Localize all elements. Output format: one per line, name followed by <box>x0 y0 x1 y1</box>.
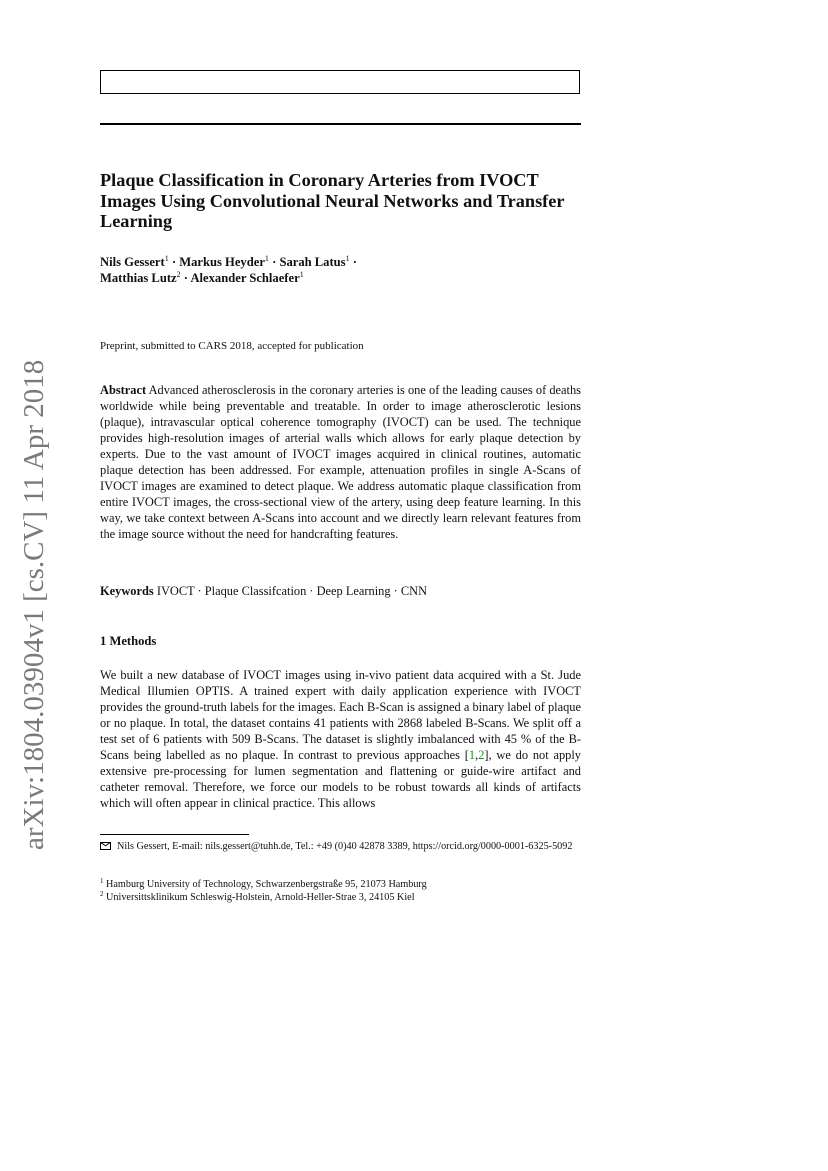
affiliation-footnote <box>100 891 581 904</box>
author-separator: · <box>171 255 177 269</box>
affiliation-footnote <box>100 878 581 891</box>
author-name: Nils Gessert <box>100 255 165 269</box>
citation-separator: , <box>475 748 479 762</box>
citation-link-2[interactable]: 2 <box>478 748 485 762</box>
paper-title: Plaque Classification in Coronary Arteries from IVOCT Images Using Convolutional Neural Networks and Transfer Learning <box>100 170 565 231</box>
author-separator: · <box>272 255 277 269</box>
contact-footnote <box>100 840 581 853</box>
author-separator: · <box>352 255 357 269</box>
footnote-rule <box>100 834 249 835</box>
affiliation-text: Hamburg University of Technology, Schwarzenbergstraße 95, 21073 Hamburg <box>106 879 427 890</box>
keywords-label: Keywords <box>100 584 154 598</box>
author-separator: · <box>183 270 188 285</box>
author-name: Matthias Lutz <box>100 270 177 285</box>
methods-text-part-2: ], we do not apply extensive pre-processing for lumen segmentation and flattening or guide-wire artifact and catheter removal. Therefore, we force our models to be robust towards all kinds of artifacts which will often appear in clinical practice. This allows <box>100 748 581 810</box>
affiliation-text: Universittsklinikum Schleswig-Holstein, Arnold-Heller-Strae 3, 24105 Kiel <box>106 892 415 903</box>
envelope-icon <box>100 842 111 850</box>
author-affiliation-mark: 1 <box>164 254 169 263</box>
journal-header-box <box>100 70 580 94</box>
arxiv-identifier-stamp: arXiv:1804.03904v1 [cs.CV] 11 Apr 2018 <box>18 359 50 850</box>
affiliation-number: 1 <box>100 877 104 885</box>
author-list <box>100 255 400 287</box>
keywords-text: IVOCT · Plaque Classifcation · Deep Learning · CNN <box>156 584 428 598</box>
header-rule <box>100 123 581 125</box>
abstract-label: Abstract <box>100 383 147 397</box>
contact-text: Nils Gessert, E-mail: nils.gessert@tuhh.de, Tel.: +49 (0)40 42878 3389, https://orcid.org/0000-0001-6325-5092 <box>117 841 573 852</box>
author-name: Sarah Latus <box>279 255 346 269</box>
keywords <box>100 583 581 599</box>
affiliation-footnotes <box>100 878 581 904</box>
abstract-text: Advanced atherosclerosis in the coronary arteries is one of the leading causes of deaths worldwide while being preventable and treatable. In order to image atherosclerotic lesions (plaque), intravascular optical coherence tomography (IVOCT) can be used. The technique provides high-resolution images of arterial walls which allows for early plaque detection by experts. Due to the vast amount of IVOCT images acquired in clinical routines, automatic plaque detection has been addressed. For example, attenuation profiles in single A-Scans of IVOCT images are examined to detect plaque. We address automatic plaque classification from entire IVOCT images, the cross-sectional view of the artery, using deep feature learning. In this way, we take context between A-Scans into account and we directly learn relevant features from the image source without the need for handcrafting features. <box>100 383 581 541</box>
author-name: Markus Heyder <box>179 255 265 269</box>
abstract <box>100 382 581 542</box>
author-affiliation-mark: 2 <box>176 269 181 279</box>
affiliation-number: 2 <box>100 890 104 898</box>
preprint-note: Preprint, submitted to CARS 2018, accepted for publication <box>100 340 364 352</box>
author-affiliation-mark: 1 <box>264 254 269 263</box>
section-heading: 1 Methods <box>100 634 157 648</box>
citation-link-1[interactable]: 1 <box>468 748 476 762</box>
author-name: Alexander Schlaefer <box>190 270 300 285</box>
author-affiliation-mark: 1 <box>345 254 350 263</box>
methods-text-part-1: We built a new database of IVOCT images using in-vivo patient data acquired with a St. Jude Medical Illumien OPTIS. A trained expert with daily application experience with IVOCT provides the ground-truth labels for the images. Each B-Scan is assigned a binary label of plaque or no plaque. In total, the dataset contains 41 patients with 2868 labeled B-Scans. We split off a test set of 6 patients with 509 B-Scans. The dataset is slightly imbalanced with 45 % of the B-Scans being labelled as no plaque. In contrast to previous approaches [ <box>100 668 581 762</box>
methods-paragraph <box>100 667 581 811</box>
author-affiliation-mark: 1 <box>299 269 304 279</box>
